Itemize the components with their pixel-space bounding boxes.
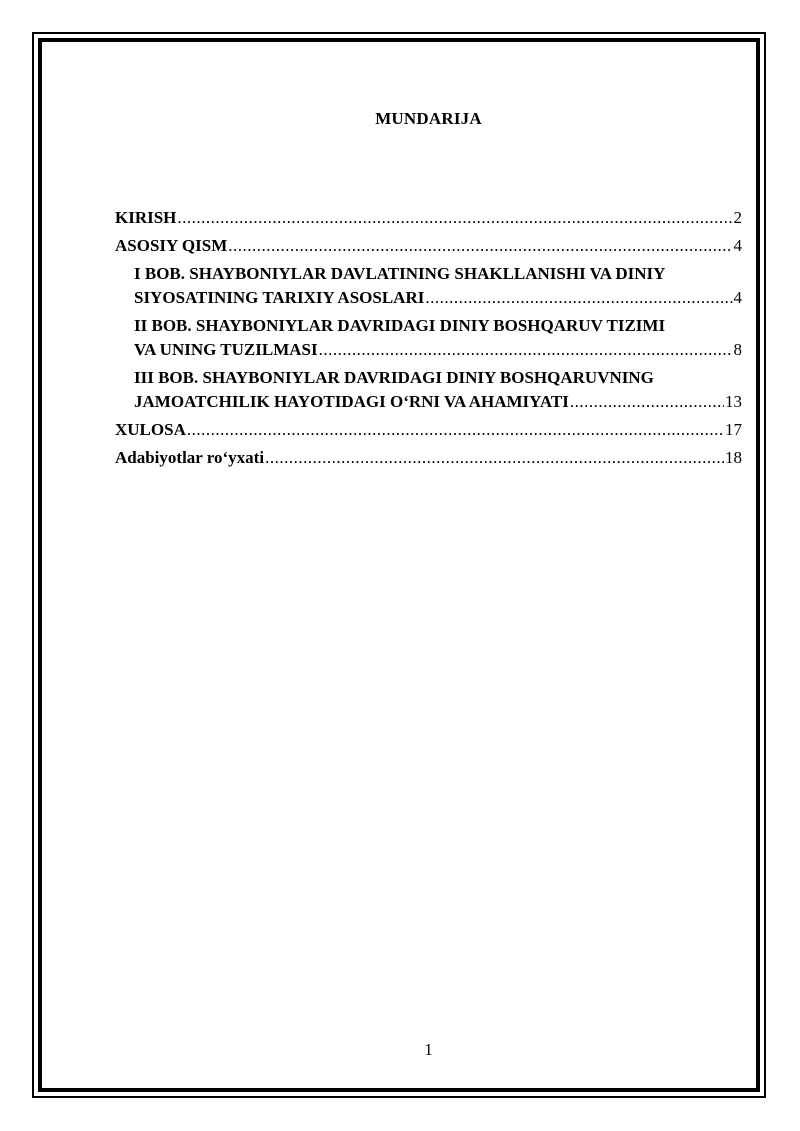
toc-entry-page: 4 [733,288,742,307]
table-of-contents [115,206,742,474]
dot-leader [265,446,724,470]
toc-entry-page: 13 [725,392,742,411]
dot-leader [228,234,732,258]
toc-entry-label-line2: JAMOATCHILIK HAYOTIDAGI O‘RNI VA AHAMIYATI [134,392,569,411]
toc-entry-page: 2 [733,208,742,227]
toc-entry-chapter-3[interactable] [134,366,742,414]
dot-leader [570,390,724,414]
toc-entry-page: 8 [733,340,742,359]
toc-entry-label-line1: II BOB. SHAYBONIYLAR DAVRIDAGI DINIY BOSHQARUV TIZIMI [134,316,666,335]
toc-entry-label: Adabiyotlar ro‘yxati [115,448,265,467]
toc-entry-label: KIRISH [115,208,177,227]
toc-entry-page: 18 [725,448,742,467]
dot-leader [177,206,732,230]
toc-entry-asosiy-qism[interactable] [115,234,742,258]
page-number: 1 [424,1040,433,1059]
dot-leader [425,286,732,310]
toc-entry-xulosa[interactable] [115,418,742,442]
toc-entry-adabiyotlar[interactable] [115,446,742,470]
toc-entry-label-line1: I BOB. SHAYBONIYLAR DAVLATINING SHAKLLANISHI VA DINIY [134,264,666,283]
toc-entry-label: XULOSA [115,420,186,439]
toc-title: MUNDARIJA [375,109,482,128]
toc-entry-page: 17 [725,420,742,439]
toc-entry-chapter-1[interactable] [134,262,742,310]
toc-entry-label-line2: VA UNING TUZILMASI [134,340,318,359]
toc-entry-label-line2: SIYOSATINING TARIXIY ASOSLARI [134,288,425,307]
toc-entry-page: 4 [733,236,742,255]
toc-entry-kirish[interactable] [115,206,742,230]
toc-entry-label-line1: III BOB. SHAYBONIYLAR DAVRIDAGI DINIY BOSHQARUVNING [134,368,654,387]
toc-entry-chapter-2[interactable] [134,314,742,362]
dot-leader [319,338,733,362]
toc-entry-label: ASOSIY QISM [115,236,228,255]
page-border-inner [38,38,760,1092]
dot-leader [187,418,724,442]
